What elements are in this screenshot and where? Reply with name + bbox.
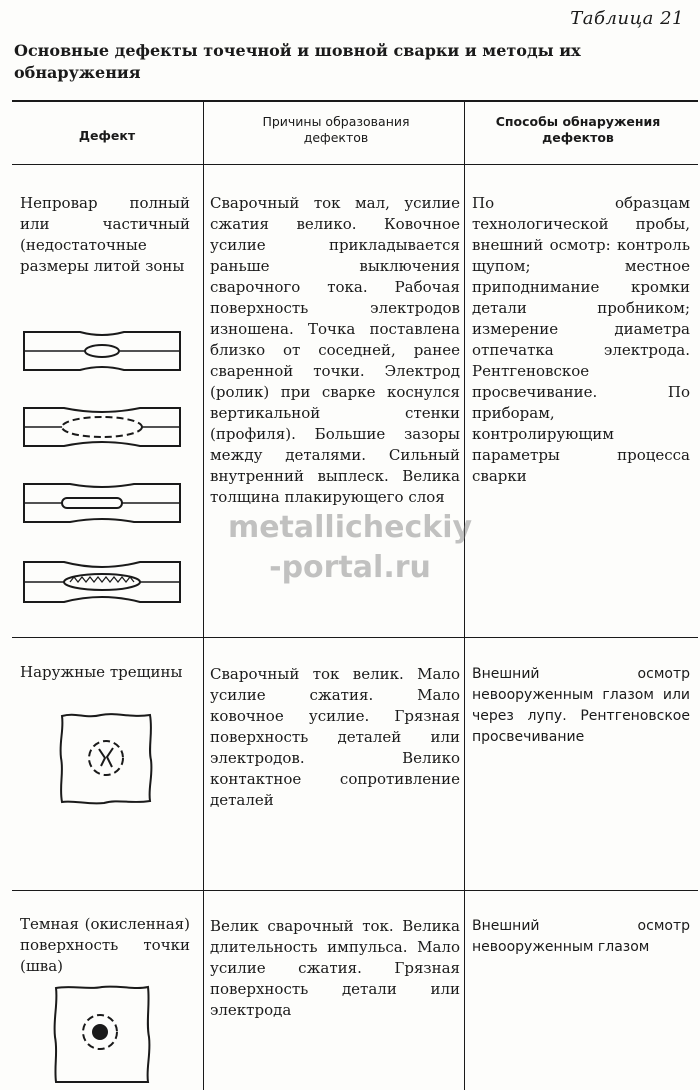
row3-causes: Велик сварочный ток. Велика длительность импульса. Мало усилие сжатия. Грязная поверхность детали или электрода <box>210 917 460 1019</box>
row2-detection: Внешний осмотр невооруженным глазом или через лупу. Рентгеновское просвечивание <box>472 666 690 745</box>
row-divider-1 <box>12 637 698 638</box>
row2-causes: Сварочный ток велик. Мало усилие сжатия. Мало ковочное усилие. Грязная поверхность деталей или электродов. Велико контактное сопротивление деталей <box>210 665 460 809</box>
row3-defect: Темная (окисленная) поверхность точки (шва) <box>20 915 190 975</box>
row1-causes: Сварочный ток мал, усилие сжатия велико. Ковочное усилие прикладывается раньше выключения сварочного тока. Рабочая поверхность электродов изношена. Точка поставлена близко от соседней, ранее сваренной точки. Электрод (ролик) при сварке коснулся вертикальной стенки (профиля). Большие зазоры между деталями. Сильный внутренний выплеск. Велика толщина плакирующего слоя <box>210 194 460 506</box>
header-defect: Дефект <box>78 128 136 143</box>
column-divider-1 <box>203 101 204 1090</box>
incomplete-fusion-diagram-2 <box>20 402 186 452</box>
watermark-line-1: metallicheckiy <box>227 510 473 545</box>
row3-detection: Внешний осмотр невооруженным глазом <box>472 918 690 955</box>
table-top-rule <box>12 100 698 102</box>
incomplete-fusion-diagram-3 <box>20 478 186 528</box>
incomplete-fusion-diagram-1 <box>20 326 186 376</box>
header-bottom-rule <box>12 164 698 165</box>
table-number: Таблица 21 <box>570 8 684 29</box>
watermark <box>200 508 500 588</box>
watermark-line-2: -portal.ru <box>269 550 431 585</box>
row2-defect: Наружные трещины <box>20 663 183 681</box>
table-title: Основные дефекты точечной и шовной сварки и методы их обнаружения <box>14 41 581 82</box>
column-divider-2 <box>464 101 465 1090</box>
crack-spot-diagram <box>56 710 156 806</box>
incomplete-fusion-diagram-4 <box>20 556 186 608</box>
row1-defect: Непровар полный или частичный (недостаточные размеры литой зоны <box>20 194 190 275</box>
row-divider-2 <box>12 890 698 891</box>
dark-spot-diagram <box>50 982 154 1086</box>
header-detection: Способы обнаружения дефектов <box>495 114 661 145</box>
header-causes: Причины образования дефектов <box>262 114 410 145</box>
row1-detection: По образцам технологической пробы, внешний осмотр: контроль щупом; местное приподнимание кромки детали пробником; измерение диаметра отпечатка электрода. Рентгеновское просвечивание. По приборам, контролирующим параметры процесса сварки <box>472 194 690 485</box>
